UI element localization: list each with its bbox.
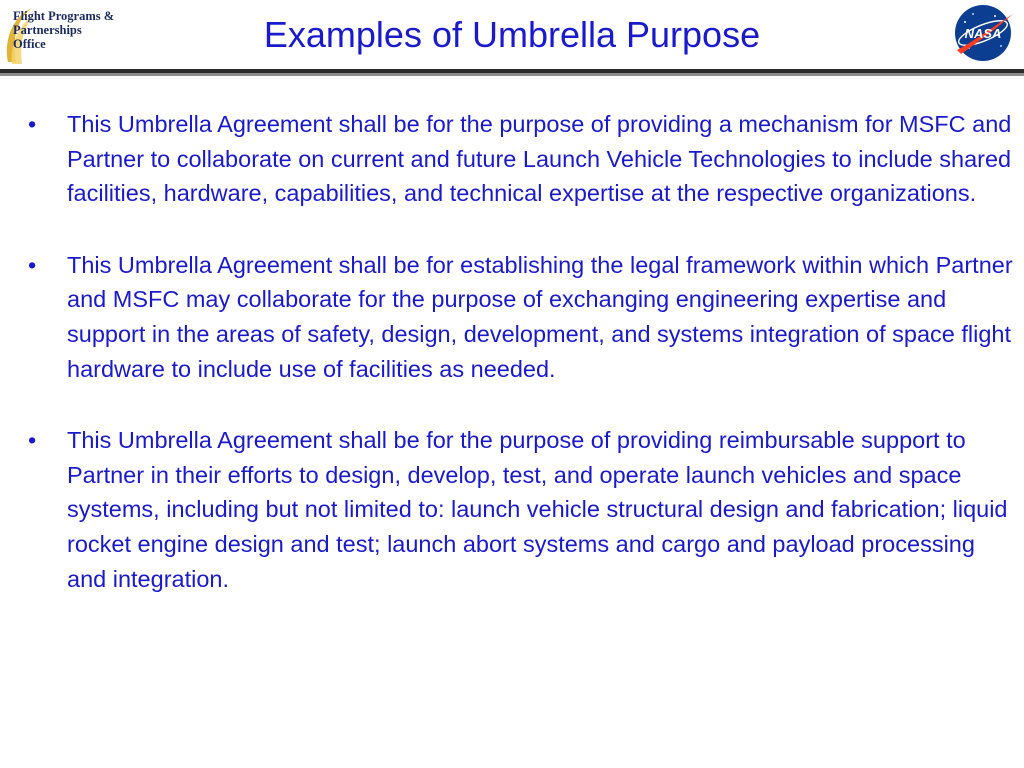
slide-header [0,0,1024,70]
nasa-meatball-logo [951,2,1017,64]
logo-line-1: Flight Programs & [13,9,115,23]
bullet-item [28,107,1018,211]
header-divider [0,69,1024,76]
bullet-text: This Umbrella Agreement shall be for the purpose of providing reimbursable support to Partner in their efforts to design, develop, test, and operate launch vehicles and space systems, including but not limited to: launch vehicle structural design and fabrication; liquid rocket engine design and test; launch abort systems and cargo and payload processing and integration. [67,427,1008,592]
bullet-text: This Umbrella Agreement shall be for establishing the legal framework within which Partner and MSFC may collaborate for the purpose of exchanging engineering expertise and support in the areas of safety, design, development, and systems integration of space flight hardware to include use of facilities as needed. [67,251,1013,382]
slide-title: Examples of Umbrella Purpose [263,14,761,55]
logo-line-2: Partnerships [13,23,82,37]
bullet-marker: • [28,111,37,137]
bullet-marker: • [28,427,37,454]
bullet-text: This Umbrella Agreement shall be for the purpose of providing a mechanism for MSFC and Partner to collaborate on current and future Launch Vehicle Technologies to include shared facilities, hardware, capabilities, and technical expertise at the respective organizations. [67,111,1012,207]
bullet-marker: • [28,251,37,278]
bullet-list [28,107,1018,633]
bullet-item [28,248,1018,386]
bullet-item [28,423,1018,596]
nasa-logo-text: NASA [964,26,1002,41]
logo-line-3: Office [13,37,46,51]
